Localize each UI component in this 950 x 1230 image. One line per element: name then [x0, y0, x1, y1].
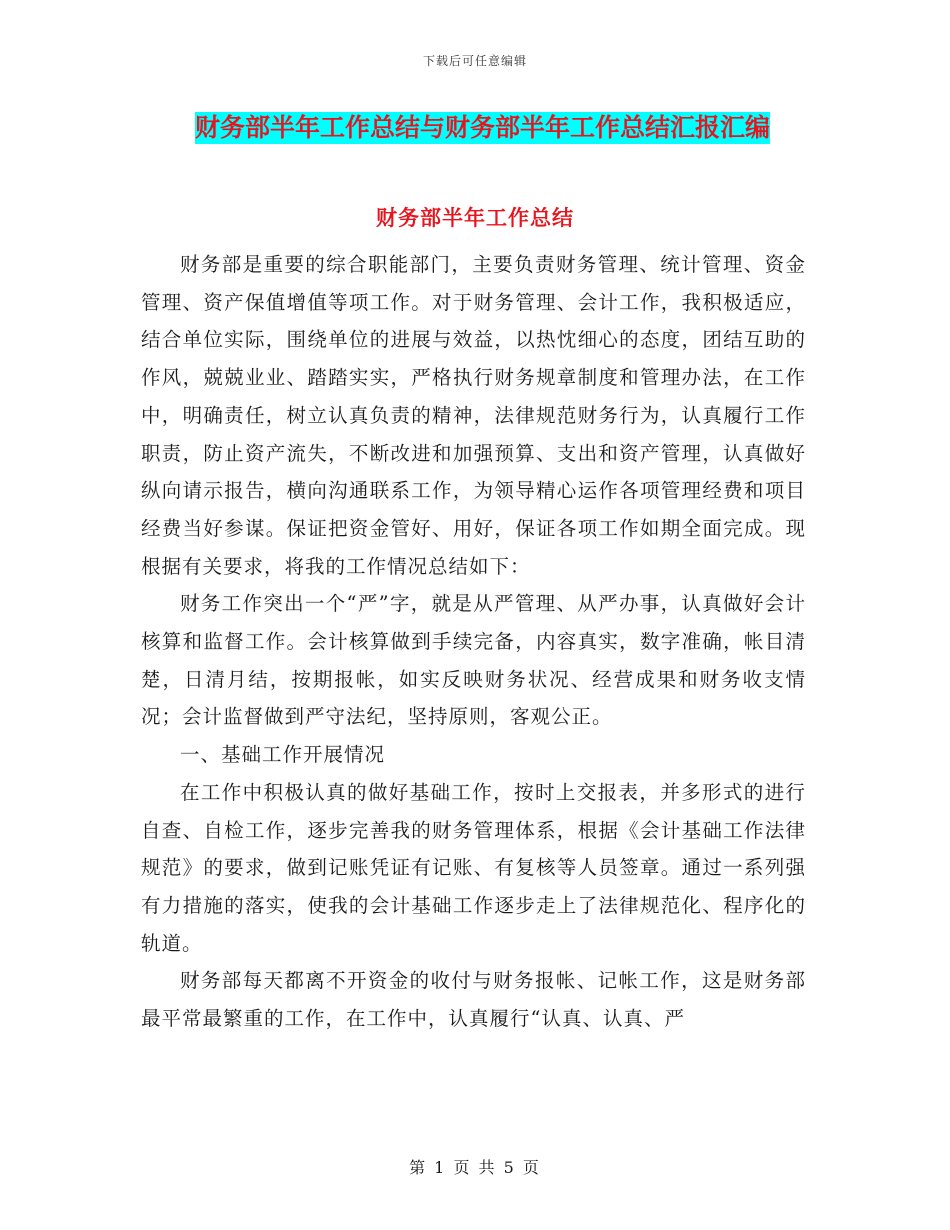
page-number: 第 1 页 共 5 页: [409, 1158, 541, 1177]
section-heading: 一、基础工作开展情况: [180, 743, 386, 767]
document-body: [141, 246, 806, 1038]
header-note: 下载后可任意编辑: [422, 54, 527, 68]
paragraph: 财务部每天都离不开资金的收付与财务报帐、记帐工作，这是财务部最平常最繁重的工作，在工作中，认真履行“认真、认真、严: [141, 969, 806, 1031]
document-title: 财务部半年工作总结与财务部半年工作总结汇报汇编: [195, 113, 771, 142]
paragraph: 在工作中积极认真的做好基础工作，按时上交报表，并多形式的进行自查、自检工作，逐步完善我的财务管理体系，根据《会计基础工作法律规范》的要求，做到记账凭证有记账、有复核等人员签章。通过一系列强有力措施的落实，使我的会计基础工作逐步走上了法律规范化、程序化的轨道。: [141, 780, 806, 955]
section-title: 财务部半年工作总结: [376, 206, 574, 230]
paragraph: 财务部是重要的综合职能部门，主要负责财务管理、统计管理、资金管理、资产保值增值等项工作。对于财务管理、会计工作，我积极适应，结合单位实际，围绕单位的进展与效益，以热忱细心的态度，团结互助的作风，兢兢业业、踏踏实实，严格执行财务规章制度和管理办法，在工作中，明确责任，树立认真负责的精神，法律规范财务行为，认真履行工作职责，防止资产流失，不断改进和加强预算、支出和资产管理，认真做好纵向请示报告，横向沟通联系工作，为领导精心运作各项管理经费和项目经费当好参谋。保证把资金管好、用好，保证各项工作如期全面完成。现根据有关要求，将我的工作情况总结如下：: [141, 253, 806, 578]
paragraph: 财务工作突出一个“严”字，就是从严管理、从严办事，认真做好会计核算和监督工作。会计核算做到手续完备，内容真实，数字准确，帐目清楚，日清月结，按期报帐，如实反映财务状况、经营成果和财务收支情况；会计监督做到严守法纪，坚持原则，客观公正。: [141, 592, 806, 729]
